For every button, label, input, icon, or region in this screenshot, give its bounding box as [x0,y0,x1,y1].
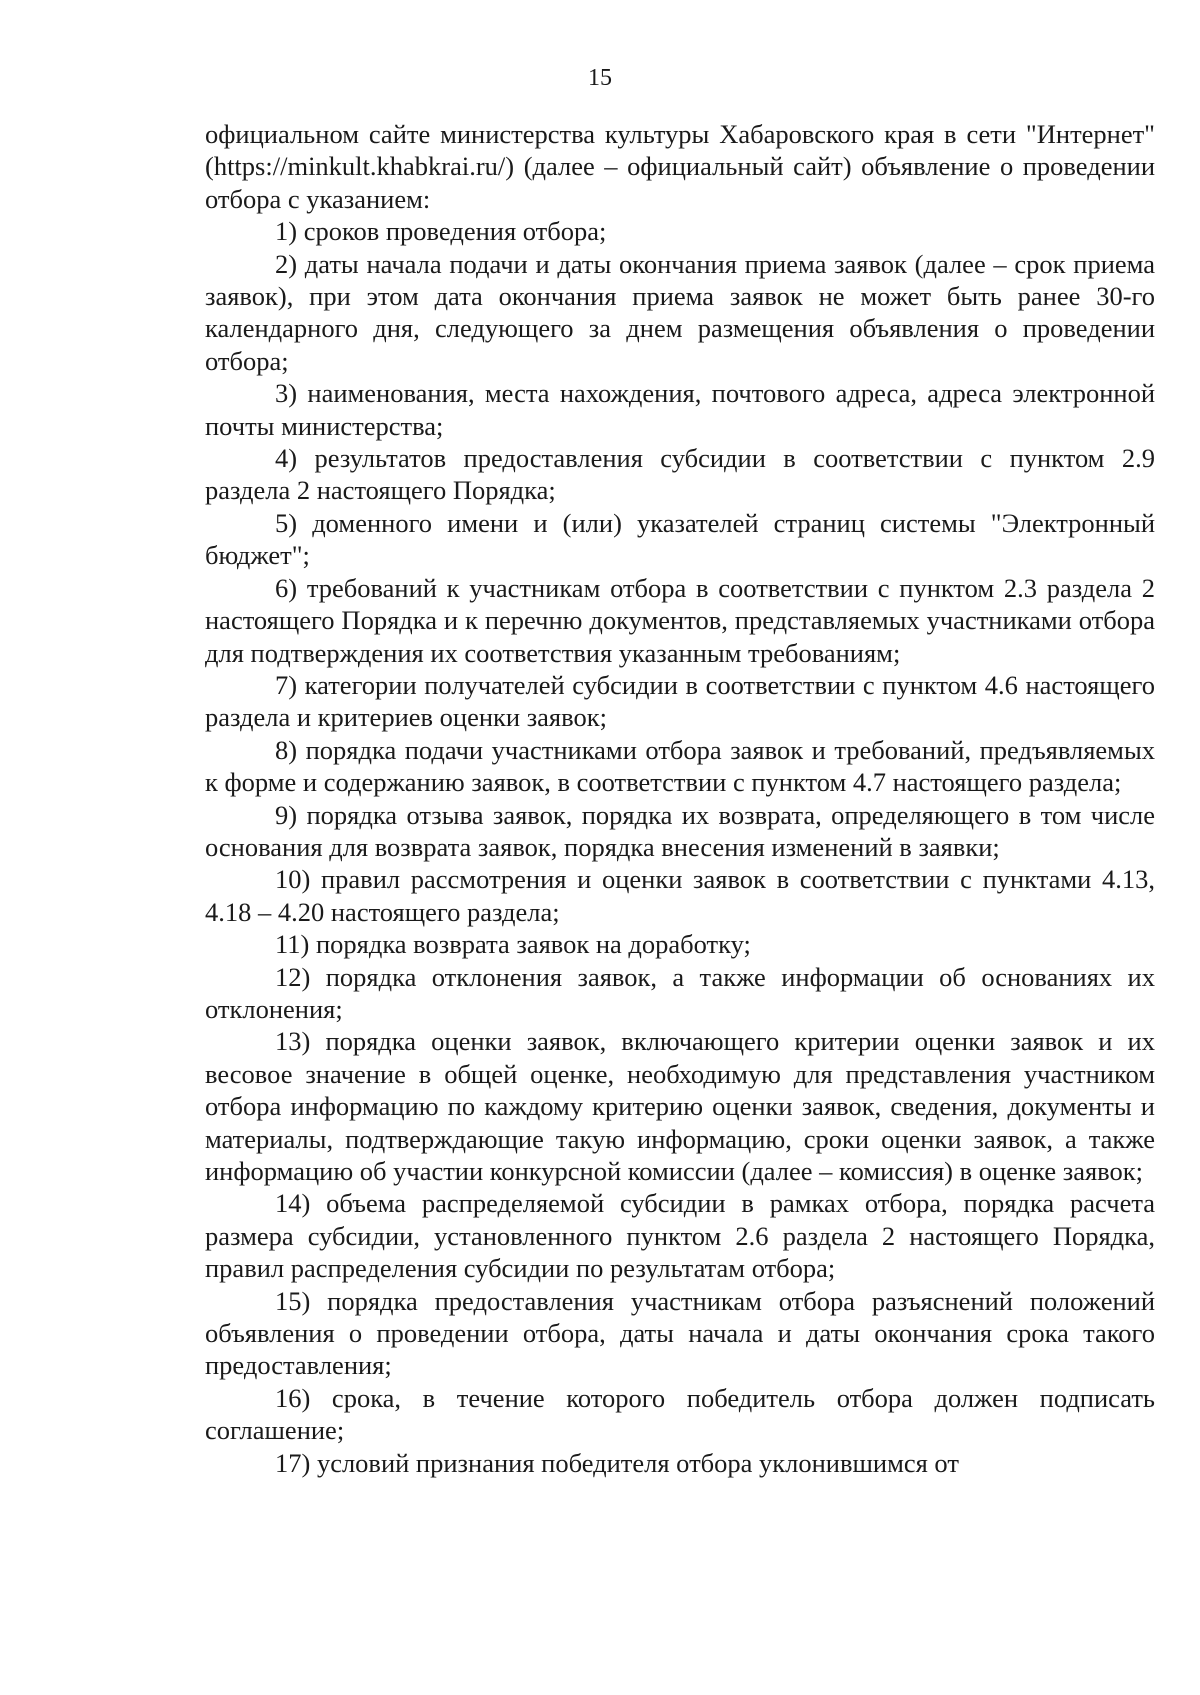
list-item: 3) наименования, места нахождения, почтового адреса, адреса электронной почты министерства; [205,378,1155,441]
list-item: 11) порядка возврата заявок на доработку; [275,929,751,960]
intro-paragraph: официальном сайте министерства культуры Хабаровского края в сети "Интернет" (https://minkult.khabkrai.ru/) (далее – официальный сайт) объявление о проведении отбора с указанием: [205,119,1155,214]
list-item: 15) порядка предоставления участникам отбора разъяснений положений объявления о проведении отбора, даты начала и даты окончания срока такого предоставления; [205,1285,1155,1381]
document-body [205,118,1155,1479]
list-item: 4) результатов предоставления субсидии в соответствии с пунктом 2.9 раздела 2 настоящего Порядка; [205,443,1155,506]
list-item: 10) правил рассмотрения и оценки заявок в соответствии с пунктами 4.13, 4.18 – 4.20 настоящего раздела; [205,864,1155,927]
list-item: 6) требований к участникам отбора в соответствии с пунктом 2.3 раздела 2 настоящего Порядка и к перечню документов, представляемых участниками отбора для подтверждения их соответствия указанным требованиям; [205,572,1155,668]
list-item: 5) доменного имени и (или) указателей страниц системы "Электронный бюджет"; [205,507,1155,571]
list-item: 8) порядка подачи участниками отбора заявок и требований, предъявляемых к форме и содержанию заявок, в соответствии с пунктом 4.7 настоящего раздела; [205,734,1155,798]
list-item: 12) порядка отклонения заявок, а также информации об основаниях их отклонения; [205,961,1155,1024]
page-number: 15 [588,65,612,91]
list-item: 1) сроков проведения отбора; [275,216,607,247]
list-item: 7) категории получателей субсидии в соответствии с пунктом 4.6 настоящего раздела и критериев оценки заявок; [205,669,1155,733]
list-item: 14) объема распределяемой субсидии в рамках отбора, порядка расчета размера субсидии, установленного пунктом 2.6 раздела 2 настоящего Порядка, правил распределения субсидии по результатам отбора; [205,1188,1155,1284]
list-item: 2) даты начала подачи и даты окончания приема заявок (далее – срок приема заявок), при этом дата окончания приема заявок не может быть ранее 30-го календарного дня, следующего за днем размещения объявления о проведении отбора; [205,248,1155,376]
list-item: 16) срока, в течение которого победитель отбора должен подписать соглашение; [205,1382,1155,1446]
list-item: 9) порядка отзыва заявок, порядка их возврата, определяющего в том числе основания для возврата заявок, порядка внесения изменений в заявки; [205,799,1155,862]
list-item: 13) порядка оценки заявок, включающего критерии оценки заявок и их весовое значение в общей оценке, необходимую для представления участником отбора информацию по каждому критерию оценки заявок, сведения, документы и материалы, подтверждающие такую информацию, сроки оценки заявок, а также информацию об участии конкурсной комиссии (далее – комиссия) в оценке заявок; [205,1026,1155,1186]
list-item: 17) условий признания победителя отбора уклонившимся от [275,1447,959,1478]
